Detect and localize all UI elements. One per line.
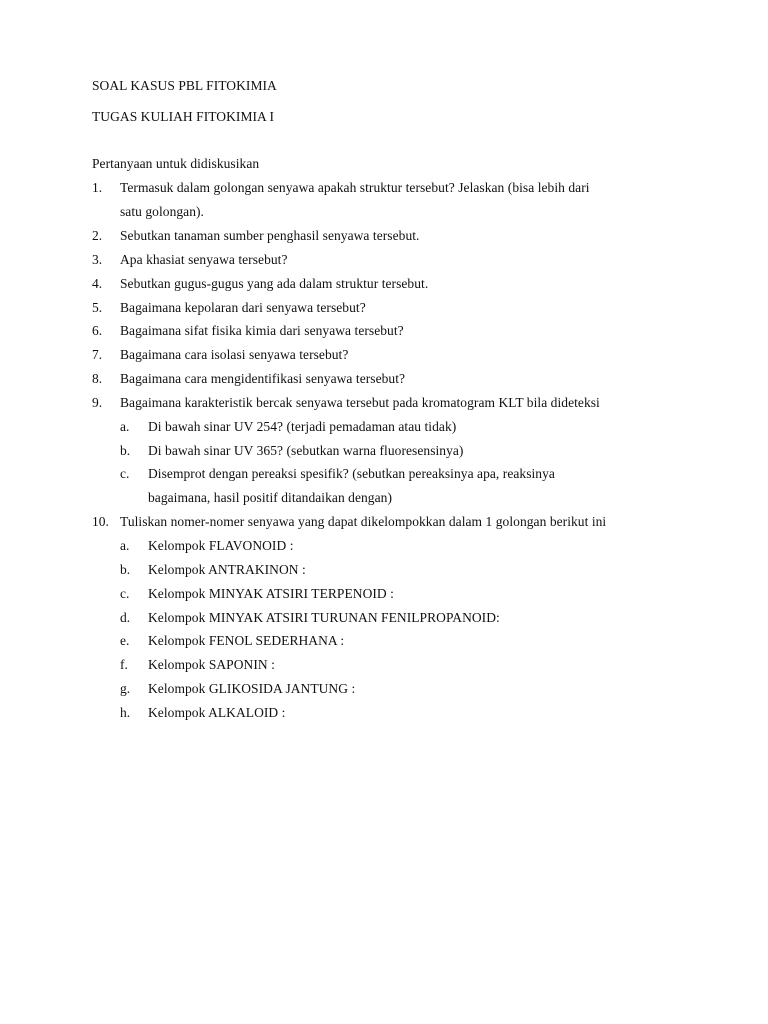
question-6-number: 6.: [92, 323, 103, 338]
question-10d-text: Kelompok MINYAK ATSIRI TURUNAN FENILPROPANOID:: [148, 610, 500, 625]
question-10a-letter: a.: [120, 538, 130, 553]
question-7-number: 7.: [92, 347, 103, 362]
question-9a-letter: a.: [120, 419, 130, 434]
question-10e-letter: e.: [120, 633, 130, 648]
question-5-number: 5.: [92, 300, 103, 315]
question-10d-letter: d.: [120, 610, 131, 625]
question-2-text: Sebutkan tanaman sumber penghasil senyawa tersebut.: [120, 228, 420, 243]
question-6-text: Bagaimana sifat fisika kimia dari senyawa tersebut?: [120, 323, 404, 338]
question-4-number: 4.: [92, 276, 103, 291]
question-2-number: 2.: [92, 228, 103, 243]
question-10g-text: Kelompok GLIKOSIDA JANTUNG :: [148, 681, 356, 696]
question-1-text: Termasuk dalam golongan senyawa apakah struktur tersebut? Jelaskan (bisa lebih dari: [120, 180, 590, 195]
intro-text: Pertanyaan untuk didiskusikan: [92, 156, 260, 171]
question-1-number: 1.: [92, 180, 103, 195]
question-10c-text: Kelompok MINYAK ATSIRI TERPENOID :: [148, 586, 394, 601]
question-10h-text: Kelompok ALKALOID :: [148, 705, 286, 720]
question-5-text: Bagaimana kepolaran dari senyawa tersebut?: [120, 300, 366, 315]
question-9-number: 9.: [92, 395, 103, 410]
question-9c-text: Disemprot dengan pereaksi spesifik? (sebutkan pereaksinya apa, reaksinya: [148, 466, 555, 481]
question-10h-letter: h.: [120, 705, 131, 720]
question-10c-letter: c.: [120, 586, 130, 601]
document-subtitle: TUGAS KULIAH FITOKIMIA I: [92, 109, 275, 124]
question-10f-letter: f.: [120, 657, 128, 672]
question-10-text: Tuliskan nomer-nomer senyawa yang dapat dikelompokkan dalam 1 golongan berikut ini: [120, 514, 607, 529]
question-7-text: Bagaimana cara isolasi senyawa tersebut?: [120, 347, 349, 362]
question-8-text: Bagaimana cara mengidentifikasi senyawa tersebut?: [120, 371, 406, 386]
question-9c-letter: c.: [120, 466, 130, 481]
question-10b-letter: b.: [120, 562, 131, 577]
question-3-number: 3.: [92, 252, 103, 267]
document-title: SOAL KASUS PBL FITOKIMIA: [92, 78, 277, 93]
question-9b-letter: b.: [120, 443, 131, 458]
question-9a-text: Di bawah sinar UV 254? (terjadi pemadaman atau tidak): [148, 419, 457, 434]
question-8-number: 8.: [92, 371, 103, 386]
question-9b-text: Di bawah sinar UV 365? (sebutkan warna fluoresensinya): [148, 443, 464, 458]
question-10e-text: Kelompok FENOL SEDERHANA :: [148, 633, 345, 648]
question-1-continuation: satu golongan).: [120, 204, 204, 219]
question-9-text: Bagaimana karakteristik bercak senyawa tersebut pada kromatogram KLT bila dideteksi: [120, 395, 600, 410]
question-4-text: Sebutkan gugus-gugus yang ada dalam struktur tersebut.: [120, 276, 429, 291]
question-10b-text: Kelompok ANTRAKINON :: [148, 562, 306, 577]
question-10g-letter: g.: [120, 681, 131, 696]
question-9c-continuation: bagaimana, hasil positif ditandaikan dengan): [148, 490, 392, 505]
question-3-text: Apa khasiat senyawa tersebut?: [120, 252, 288, 267]
question-10f-text: Kelompok SAPONIN :: [148, 657, 275, 672]
question-10a-text: Kelompok FLAVONOID :: [148, 538, 294, 553]
question-10-number: 10.: [92, 514, 109, 529]
